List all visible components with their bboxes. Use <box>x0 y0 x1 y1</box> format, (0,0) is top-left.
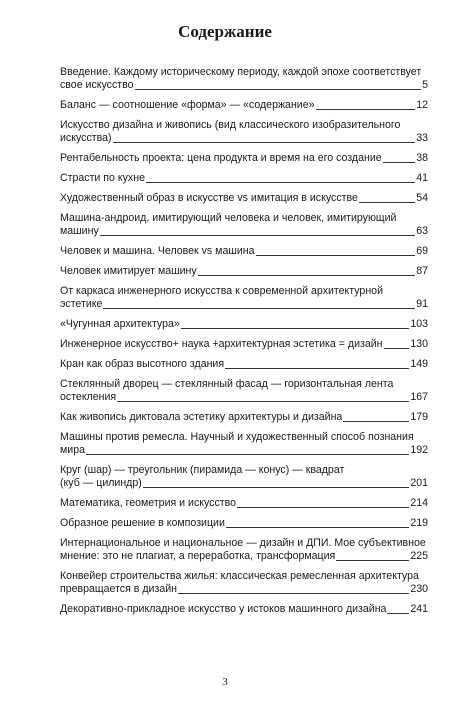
toc-entry-title-line: Декоративно-прикладное искусство у истоков машинного дизайна <box>60 603 387 615</box>
toc-entry <box>60 212 428 238</box>
toc-entry-title-line: Круг (шар) — треугольник (пирамида — конус) — квадрат <box>60 464 345 476</box>
toc-entry-title-line: Введение. Каждому историческому периоду, каждой эпохе соответствует <box>60 66 422 78</box>
toc-entry-page: 33 <box>416 132 428 144</box>
toc-entry <box>60 285 428 311</box>
leader-line <box>146 182 415 183</box>
toc-entry-last-line <box>60 152 428 165</box>
toc-entry-page: 63 <box>416 225 428 237</box>
toc-entry <box>60 537 428 563</box>
toc-entry <box>60 464 428 490</box>
toc-entry-last-line <box>60 550 428 563</box>
toc-entry-page: 167 <box>410 391 428 403</box>
toc-entry <box>60 318 428 331</box>
toc-entry-last-line <box>60 358 428 371</box>
toc-entry <box>60 192 428 205</box>
toc-entry-page: 91 <box>416 298 428 310</box>
toc-entry-last-line <box>60 192 428 205</box>
leader-line <box>135 89 422 90</box>
toc-entry-page: 192 <box>410 444 428 456</box>
toc-entry <box>60 66 428 92</box>
toc-entry-page: 41 <box>416 172 428 184</box>
toc-entry-title-line: Конвейер строительства жилья: классическая ремесленная архитектура <box>60 570 419 582</box>
toc-entry <box>60 570 428 596</box>
toc-entry-title-line: Интернациональное и национальное — дизайн и ДПИ. Мое субъективное <box>60 537 426 549</box>
toc-entry-page: 87 <box>416 265 428 277</box>
toc-entry-last-line <box>60 517 428 530</box>
toc-entry-title-line: Инженерное искусство+ наука +архитектурная эстетика = дизайн <box>60 338 383 350</box>
leader-line <box>256 255 416 256</box>
leader-line <box>143 487 410 488</box>
leader-line <box>383 162 416 163</box>
toc-entry-title-line: Стеклянный дворец — стеклянный фасад — горизонтальная лента <box>60 378 394 390</box>
toc-entry-title-line: Математика, геометрия и искусство <box>60 497 237 509</box>
leader-line <box>198 275 416 276</box>
toc-entry-last-line <box>60 338 428 351</box>
toc-entry-page: 5 <box>422 79 428 91</box>
toc-entry-last-line <box>60 318 428 331</box>
toc-entry-title-line: Рентабельность проекта: цена продукта и время на его создание <box>60 152 382 164</box>
toc-entry <box>60 431 428 457</box>
toc-entry <box>60 119 428 145</box>
leader-line <box>387 613 409 614</box>
toc-entry-last-line <box>60 497 428 510</box>
toc-entry-title-line: Баланс — соотношение «форма» — «содержание» <box>60 99 315 111</box>
toc-entry-title-line: Как живопись диктовала эстетику архитектуры и дизайна <box>60 411 343 423</box>
toc-entry <box>60 152 428 165</box>
leader-line <box>384 348 410 349</box>
toc-entry-title-line: Человек имитирует машину <box>60 265 197 277</box>
toc-entry <box>60 603 428 616</box>
toc-entry-last-line <box>60 298 428 311</box>
toc-entry-title-line: искусства) <box>60 132 112 144</box>
toc-entry-last-line <box>60 477 428 490</box>
leader-line <box>316 109 416 110</box>
toc-entry <box>60 338 428 351</box>
toc-entry-title-line: превращается в дизайн <box>60 583 177 595</box>
toc-entry-page: 38 <box>416 152 428 164</box>
leader-line <box>178 593 409 594</box>
toc-entry <box>60 265 428 278</box>
toc-entry-page: 241 <box>410 603 428 615</box>
toc-entry-last-line <box>60 583 428 596</box>
leader-line <box>343 421 409 422</box>
toc-entry-last-line <box>60 172 428 185</box>
toc-entry-title-line: Страсти по кухне <box>60 172 145 184</box>
toc-entry-last-line <box>60 245 428 258</box>
toc-entry-title-line: Машина-андроид, имитирующий человека и человек, имитирующий <box>60 212 397 224</box>
toc-entry-page: 130 <box>410 338 428 350</box>
leader-line <box>86 454 409 455</box>
toc-entry-last-line <box>60 265 428 278</box>
toc-entry <box>60 172 428 185</box>
toc-entry-title-line: остекления <box>60 391 117 403</box>
toc-entry-page: 69 <box>416 245 428 257</box>
toc-entry-last-line <box>60 79 428 92</box>
toc-entry-title-line: мира <box>60 444 85 456</box>
leader-line <box>225 368 409 369</box>
toc-entry-last-line <box>60 99 428 112</box>
toc-entry-last-line <box>60 444 428 457</box>
toc-entry-title-line: машину <box>60 225 99 237</box>
toc-entry <box>60 411 428 424</box>
leader-line <box>226 527 409 528</box>
toc-entry <box>60 378 428 404</box>
toc-entry-last-line <box>60 411 428 424</box>
toc-entry-title-line: От каркаса инженерного искусства к современной архитектурной <box>60 285 383 297</box>
toc-entry-title-line: Художественный образ в искусстве vs имитация в искусстве <box>60 192 358 204</box>
toc-entry-title-line: Кран как образ высотного здания <box>60 358 225 370</box>
toc-entry-page: 225 <box>410 550 428 562</box>
toc-entry-title-line: Машины против ремесла. Научный и художественный способ познания <box>60 431 414 443</box>
leader-line <box>237 507 409 508</box>
toc-entry-last-line <box>60 391 428 404</box>
toc-entry-page: 219 <box>410 517 428 529</box>
toc-entry <box>60 99 428 112</box>
page-title: Содержание <box>178 22 272 41</box>
toc-entry-title-line: (куб — цилиндр) <box>60 477 142 489</box>
page-number: 3 <box>222 676 228 688</box>
leader-line <box>100 235 415 236</box>
toc-entry-title-line: Образное решение в композиции <box>60 517 225 529</box>
toc-entry-title-line: эстетике <box>60 298 103 310</box>
toc-entry-title-line: Человек и машина. Человек vs машина <box>60 245 255 257</box>
toc-entry-page: 179 <box>410 411 428 423</box>
toc-entry-page: 214 <box>410 497 428 509</box>
toc-entry-title-line: Искусство дизайна и живопись (вид классического изобразительного <box>60 119 401 131</box>
toc-entry-title-line: «Чугунная архитектура» <box>60 318 180 330</box>
toc-entry <box>60 497 428 510</box>
leader-line <box>181 328 410 329</box>
toc-entry-last-line <box>60 132 428 145</box>
leader-line <box>336 560 409 561</box>
leader-line <box>117 401 409 402</box>
toc-entry-last-line <box>60 225 428 238</box>
toc-entry-page: 103 <box>410 318 428 330</box>
toc-entry <box>60 517 428 530</box>
leader-line <box>113 142 416 143</box>
toc-entry <box>60 245 428 258</box>
toc-entry <box>60 358 428 371</box>
toc-entry-last-line <box>60 603 428 616</box>
toc-entry-page: 12 <box>416 99 428 111</box>
toc-entry-title-line: свое искусство <box>60 79 134 91</box>
table-of-contents <box>60 66 428 623</box>
toc-entry-page: 54 <box>416 192 428 204</box>
leader-line <box>359 202 415 203</box>
leader-line <box>103 308 415 309</box>
toc-entry-page: 149 <box>410 358 428 370</box>
toc-entry-title-line: мнение: это не плагиат, а переработка, трансформация <box>60 550 336 562</box>
toc-entry-page: 230 <box>410 583 428 595</box>
toc-entry-page: 201 <box>410 477 428 489</box>
